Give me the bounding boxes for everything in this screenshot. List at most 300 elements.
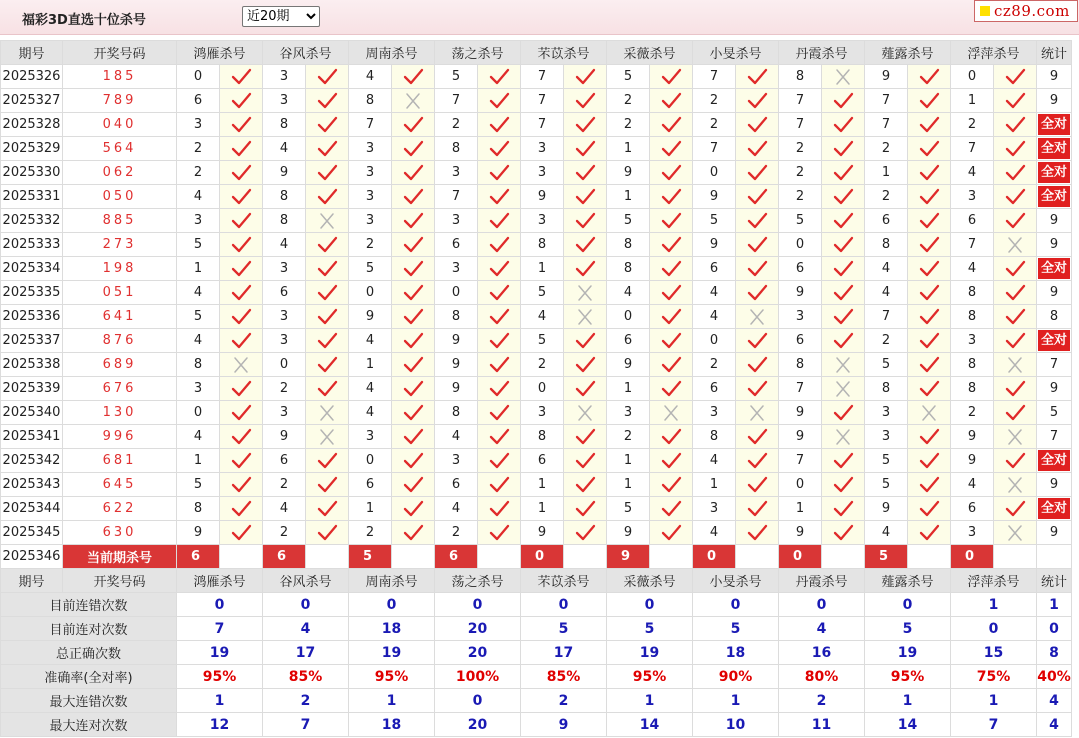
hit-mark-cell — [220, 209, 263, 233]
period-cell: 2025327 — [1, 89, 63, 113]
stats-label: 最大连对次数 — [1, 713, 177, 737]
hit-mark-cell — [908, 521, 951, 545]
kill-number-cell: 2 — [435, 521, 478, 545]
kill-number-cell: 8 — [521, 233, 564, 257]
stats-value: 100% — [435, 665, 521, 689]
kill-number-cell: 7 — [779, 377, 822, 401]
kill-number-cell: 5 — [693, 209, 736, 233]
kill-number-cell: 0 — [779, 473, 822, 497]
kill-number-cell: 4 — [951, 473, 994, 497]
kill-number-cell: 4 — [263, 137, 306, 161]
stats-row — [1, 665, 1072, 689]
stat-cell — [1037, 161, 1072, 185]
stats-value: 1 — [349, 689, 435, 713]
miss-mark-cell — [564, 281, 607, 305]
period-cell: 2025329 — [1, 137, 63, 161]
kill-number-cell: 2 — [693, 113, 736, 137]
kill-number-cell: 6 — [779, 329, 822, 353]
kill-number-cell: 2 — [865, 137, 908, 161]
stats-value: 5 — [521, 617, 607, 641]
kill-number-cell: 5 — [865, 473, 908, 497]
col-header-expert[interactable]: 采薇杀号 — [607, 41, 693, 65]
hit-mark-cell — [564, 65, 607, 89]
check-icon — [660, 380, 682, 398]
col-header-expert[interactable]: 周南杀号 — [349, 41, 435, 65]
check-icon — [574, 140, 596, 158]
table-row — [1, 281, 1072, 305]
kill-number-cell: 1 — [951, 89, 994, 113]
kill-number-cell: 8 — [177, 497, 220, 521]
draw-number-cell: 645 — [63, 473, 177, 497]
kill-number-cell: 6 — [865, 209, 908, 233]
kill-number-cell: 8 — [435, 305, 478, 329]
hit-mark-cell — [822, 89, 865, 113]
check-icon — [402, 212, 424, 230]
miss-mark-cell — [822, 353, 865, 377]
col-header-stat: 统计 — [1037, 569, 1072, 593]
check-icon — [574, 212, 596, 230]
col-header-expert[interactable]: 谷风杀号 — [263, 569, 349, 593]
kill-number-cell: 1 — [521, 473, 564, 497]
hit-mark-cell — [908, 377, 951, 401]
check-icon — [918, 500, 940, 518]
hit-mark-cell — [650, 425, 693, 449]
cross-icon — [1004, 356, 1026, 374]
hit-mark-cell — [994, 281, 1037, 305]
kill-number-cell: 2 — [779, 137, 822, 161]
stats-value: 95% — [349, 665, 435, 689]
kill-number-cell: 8 — [779, 65, 822, 89]
table-row — [1, 353, 1072, 377]
hit-mark-cell — [478, 425, 521, 449]
col-header-expert[interactable]: 丹霞杀号 — [779, 41, 865, 65]
table-row — [1, 329, 1072, 353]
kill-number-cell: 2 — [177, 161, 220, 185]
draw-number-cell: 676 — [63, 377, 177, 401]
hit-mark-cell — [564, 521, 607, 545]
hit-mark-cell — [306, 305, 349, 329]
check-icon — [918, 92, 940, 110]
kill-number-cell: 6 — [951, 497, 994, 521]
check-icon — [230, 260, 252, 278]
hit-mark-cell — [478, 233, 521, 257]
cross-icon — [574, 308, 596, 326]
kill-number-cell: 9 — [263, 161, 306, 185]
cross-icon — [746, 404, 768, 422]
miss-mark-cell — [994, 473, 1037, 497]
cross-icon — [316, 404, 338, 422]
stats-value: 0 — [865, 593, 951, 617]
hit-mark-cell — [650, 233, 693, 257]
check-icon — [832, 92, 854, 110]
stat-cell — [1037, 65, 1072, 89]
period-cell: 2025336 — [1, 305, 63, 329]
hit-mark-cell — [306, 281, 349, 305]
hit-mark-cell — [994, 185, 1037, 209]
cross-icon — [574, 404, 596, 422]
stats-value: 2 — [521, 689, 607, 713]
check-icon — [574, 188, 596, 206]
draw-number-cell: 198 — [63, 257, 177, 281]
draw-number-cell: 273 — [63, 233, 177, 257]
col-header-expert[interactable]: 谷风杀号 — [263, 41, 349, 65]
kill-number-cell: 8 — [263, 185, 306, 209]
check-icon — [660, 92, 682, 110]
hit-mark-cell — [908, 257, 951, 281]
col-header-period: 期号 — [1, 569, 63, 593]
current-empty-cell — [306, 545, 349, 569]
stat-value: 9 — [1049, 525, 1059, 540]
stats-label: 最大连错次数 — [1, 689, 177, 713]
table-row — [1, 185, 1072, 209]
check-icon — [402, 164, 424, 182]
hit-mark-cell — [908, 65, 951, 89]
check-icon — [574, 500, 596, 518]
hit-mark-cell — [650, 449, 693, 473]
hit-mark-cell — [306, 377, 349, 401]
check-icon — [402, 236, 424, 254]
check-icon — [402, 500, 424, 518]
check-icon — [574, 260, 596, 278]
col-header-expert[interactable]: 芣苡杀号 — [521, 569, 607, 593]
check-icon — [402, 476, 424, 494]
check-icon — [918, 116, 940, 134]
hit-mark-cell — [994, 161, 1037, 185]
kill-number-cell: 6 — [951, 209, 994, 233]
kill-number-cell: 4 — [177, 425, 220, 449]
stat-value: 5 — [1049, 405, 1059, 420]
hit-mark-cell — [564, 257, 607, 281]
hit-mark-cell — [564, 473, 607, 497]
current-empty-cell — [650, 545, 693, 569]
check-icon — [660, 428, 682, 446]
current-kill-number: 0 — [951, 545, 994, 569]
table-row — [1, 497, 1072, 521]
check-icon — [918, 476, 940, 494]
stat-cell — [1037, 281, 1072, 305]
check-icon — [230, 188, 252, 206]
cross-icon — [1004, 236, 1026, 254]
kill-number-cell: 1 — [349, 353, 392, 377]
cross-icon — [918, 404, 940, 422]
col-header-expert[interactable]: 采薇杀号 — [607, 569, 693, 593]
hit-mark-cell — [908, 305, 951, 329]
stats-value: 1 — [607, 689, 693, 713]
cross-icon — [402, 92, 424, 110]
kill-number-cell: 2 — [693, 353, 736, 377]
miss-mark-cell — [736, 305, 779, 329]
col-header-expert[interactable]: 浮萍杀号 — [951, 569, 1037, 593]
kill-number-cell: 2 — [865, 329, 908, 353]
stats-row — [1, 617, 1072, 641]
kill-number-cell: 1 — [607, 377, 650, 401]
check-icon — [316, 380, 338, 398]
kill-number-cell: 6 — [263, 281, 306, 305]
hit-mark-cell — [220, 233, 263, 257]
site-logo[interactable] — [974, 0, 1078, 22]
stats-total: 4 — [1037, 713, 1072, 737]
table-row — [1, 89, 1072, 113]
hit-mark-cell — [908, 473, 951, 497]
hit-mark-cell — [564, 377, 607, 401]
kill-number-cell: 4 — [177, 281, 220, 305]
hit-mark-cell — [478, 137, 521, 161]
table-row — [1, 233, 1072, 257]
stat-value: 9 — [1049, 237, 1059, 252]
kill-number-cell: 3 — [779, 305, 822, 329]
hit-mark-cell — [392, 497, 435, 521]
kill-number-cell: 8 — [435, 137, 478, 161]
stat-value: 9 — [1049, 381, 1059, 396]
stats-value: 1 — [177, 689, 263, 713]
kill-number-cell: 9 — [435, 329, 478, 353]
hit-mark-cell — [392, 257, 435, 281]
miss-mark-cell — [392, 89, 435, 113]
check-icon — [832, 116, 854, 134]
table-row — [1, 449, 1072, 473]
hit-mark-cell — [650, 89, 693, 113]
check-icon — [488, 404, 510, 422]
kill-number-cell: 3 — [951, 521, 994, 545]
hit-mark-cell — [994, 209, 1037, 233]
current-label: 当前期杀号 — [63, 545, 177, 569]
hit-mark-cell — [736, 377, 779, 401]
current-kill-number: 0 — [693, 545, 736, 569]
hit-mark-cell — [220, 281, 263, 305]
stats-value: 14 — [865, 713, 951, 737]
current-kill-number: 5 — [865, 545, 908, 569]
cross-icon — [746, 308, 768, 326]
kill-number-cell: 3 — [693, 497, 736, 521]
check-icon — [402, 356, 424, 374]
period-cell: 2025332 — [1, 209, 63, 233]
check-icon — [316, 164, 338, 182]
col-header-expert[interactable]: 薤露杀号 — [865, 41, 951, 65]
draw-number-cell: 689 — [63, 353, 177, 377]
stats-value: 18 — [349, 617, 435, 641]
col-header-expert[interactable]: 小旻杀号 — [693, 569, 779, 593]
kill-number-cell: 4 — [349, 329, 392, 353]
stats-row — [1, 713, 1072, 737]
kill-number-cell: 3 — [349, 161, 392, 185]
check-icon — [574, 332, 596, 350]
stat-cell — [1037, 233, 1072, 257]
stats-value: 1 — [951, 593, 1037, 617]
check-icon — [918, 380, 940, 398]
check-icon — [488, 68, 510, 86]
kill-number-cell: 4 — [951, 161, 994, 185]
hit-mark-cell — [564, 89, 607, 113]
kill-number-cell: 0 — [177, 401, 220, 425]
hit-mark-cell — [736, 353, 779, 377]
kill-number-cell: 4 — [865, 281, 908, 305]
stat-cell — [1037, 257, 1072, 281]
kill-number-cell: 6 — [263, 449, 306, 473]
col-header-expert[interactable]: 丹霞杀号 — [779, 569, 865, 593]
check-icon — [832, 236, 854, 254]
stat-cell — [1037, 113, 1072, 137]
current-kill-number: 6 — [263, 545, 306, 569]
kill-number-cell: 7 — [779, 113, 822, 137]
check-icon — [574, 356, 596, 374]
kill-number-cell: 1 — [521, 497, 564, 521]
check-icon — [918, 188, 940, 206]
kill-number-cell: 7 — [521, 65, 564, 89]
table-row — [1, 401, 1072, 425]
miss-mark-cell — [306, 401, 349, 425]
kill-number-cell: 2 — [263, 521, 306, 545]
kill-number-cell: 8 — [779, 353, 822, 377]
check-icon — [746, 356, 768, 374]
kill-number-cell: 8 — [951, 305, 994, 329]
hit-mark-cell — [478, 353, 521, 377]
kill-number-cell: 8 — [521, 425, 564, 449]
hit-mark-cell — [736, 329, 779, 353]
kill-number-cell: 9 — [693, 185, 736, 209]
hit-mark-cell — [908, 233, 951, 257]
check-icon — [488, 308, 510, 326]
hit-mark-cell — [564, 497, 607, 521]
check-icon — [316, 500, 338, 518]
col-header-expert[interactable]: 浮萍杀号 — [951, 41, 1037, 65]
check-icon — [1004, 68, 1026, 86]
check-icon — [1004, 116, 1026, 134]
stat-cell — [1037, 449, 1072, 473]
hit-mark-cell — [392, 281, 435, 305]
stat-value: 9 — [1049, 213, 1059, 228]
check-icon — [230, 332, 252, 350]
kill-number-cell: 3 — [865, 401, 908, 425]
kill-number-cell: 4 — [865, 257, 908, 281]
col-header-expert[interactable]: 芣苡杀号 — [521, 41, 607, 65]
kill-number-cell: 3 — [349, 209, 392, 233]
check-icon — [1004, 284, 1026, 302]
cross-icon — [832, 380, 854, 398]
period-cell: 2025343 — [1, 473, 63, 497]
kill-number-cell: 5 — [779, 209, 822, 233]
kill-number-cell: 3 — [521, 209, 564, 233]
kill-number-cell: 3 — [263, 305, 306, 329]
check-icon — [230, 140, 252, 158]
kill-number-cell: 8 — [865, 233, 908, 257]
check-icon — [832, 500, 854, 518]
check-icon — [746, 260, 768, 278]
hit-mark-cell — [908, 209, 951, 233]
kill-number-cell: 3 — [177, 209, 220, 233]
col-header-expert[interactable]: 鸿雁杀号 — [177, 569, 263, 593]
current-kill-number: 6 — [435, 545, 478, 569]
stat-cell — [1037, 473, 1072, 497]
stat-value: 7 — [1049, 429, 1059, 444]
top-bar — [0, 0, 1079, 35]
kill-number-cell: 8 — [177, 353, 220, 377]
col-header-expert[interactable]: 薤露杀号 — [865, 569, 951, 593]
check-icon — [1004, 212, 1026, 230]
cross-icon — [316, 212, 338, 230]
stat-value: 9 — [1049, 93, 1059, 108]
table-row — [1, 209, 1072, 233]
kill-number-cell: 8 — [263, 113, 306, 137]
stats-value: 4 — [779, 617, 865, 641]
kill-number-cell: 2 — [951, 401, 994, 425]
col-header-expert[interactable]: 小旻杀号 — [693, 41, 779, 65]
period-cell: 2025338 — [1, 353, 63, 377]
check-icon — [918, 236, 940, 254]
stats-value: 20 — [435, 713, 521, 737]
check-icon — [832, 452, 854, 470]
hit-mark-cell — [736, 281, 779, 305]
hit-mark-cell — [908, 449, 951, 473]
current-kill-number: 6 — [177, 545, 220, 569]
check-icon — [316, 68, 338, 86]
col-header-expert[interactable]: 荡之杀号 — [435, 569, 521, 593]
miss-mark-cell — [822, 377, 865, 401]
hit-mark-cell — [822, 401, 865, 425]
kill-number-cell: 9 — [951, 425, 994, 449]
hit-mark-cell — [736, 65, 779, 89]
kill-number-cell: 6 — [177, 89, 220, 113]
check-icon — [574, 476, 596, 494]
hit-mark-cell — [478, 113, 521, 137]
kill-number-cell: 9 — [779, 401, 822, 425]
check-icon — [746, 500, 768, 518]
hit-mark-cell — [822, 113, 865, 137]
check-icon — [316, 524, 338, 542]
period-select[interactable] — [242, 6, 320, 27]
kill-number-cell: 0 — [349, 449, 392, 473]
period-cell: 2025330 — [1, 161, 63, 185]
stats-value: 18 — [693, 641, 779, 665]
kill-number-cell: 6 — [435, 473, 478, 497]
kill-number-cell: 0 — [951, 65, 994, 89]
cross-icon — [1004, 476, 1026, 494]
stats-value: 85% — [521, 665, 607, 689]
check-icon — [832, 524, 854, 542]
kill-number-cell: 2 — [263, 473, 306, 497]
kill-number-cell: 3 — [177, 113, 220, 137]
kill-number-cell: 2 — [779, 161, 822, 185]
kill-number-cell: 7 — [865, 113, 908, 137]
miss-mark-cell — [822, 65, 865, 89]
kill-number-cell: 9 — [177, 521, 220, 545]
col-header-expert[interactable]: 荡之杀号 — [435, 41, 521, 65]
hit-mark-cell — [478, 257, 521, 281]
hit-mark-cell — [220, 401, 263, 425]
stats-value: 16 — [779, 641, 865, 665]
hit-mark-cell — [306, 257, 349, 281]
hit-mark-cell — [736, 425, 779, 449]
check-icon — [832, 164, 854, 182]
col-header-expert[interactable]: 周南杀号 — [349, 569, 435, 593]
kill-number-cell: 9 — [779, 521, 822, 545]
kill-number-cell: 7 — [779, 449, 822, 473]
check-icon — [230, 404, 252, 422]
check-icon — [918, 284, 940, 302]
hit-mark-cell — [822, 305, 865, 329]
kill-number-cell: 9 — [349, 305, 392, 329]
miss-mark-cell — [994, 521, 1037, 545]
stats-value: 10 — [693, 713, 779, 737]
logo-text: cz89.com — [994, 2, 1070, 20]
stats-value: 0 — [435, 689, 521, 713]
check-icon — [746, 188, 768, 206]
kill-number-cell: 9 — [951, 449, 994, 473]
check-icon — [746, 332, 768, 350]
check-icon — [746, 92, 768, 110]
col-header-expert[interactable]: 鸿雁杀号 — [177, 41, 263, 65]
check-icon — [1004, 92, 1026, 110]
check-icon — [230, 452, 252, 470]
